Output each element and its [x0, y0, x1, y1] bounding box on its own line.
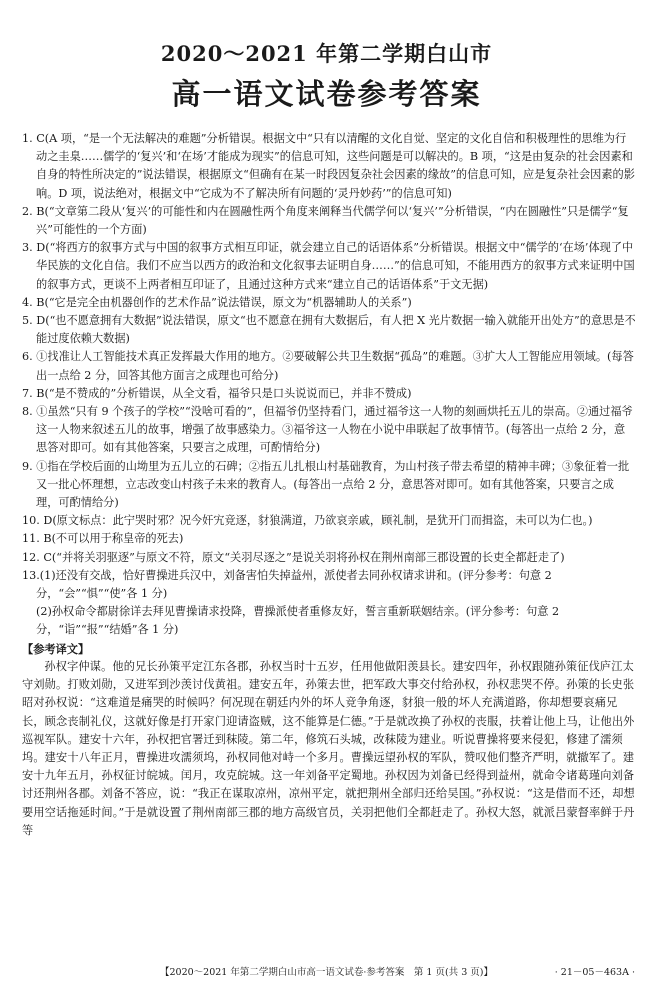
answer-body: [22, 130, 636, 840]
answer-13-label: 13.: [22, 568, 40, 582]
answer-4: 4. B(“它是完全由机器创作的艺术作品”说法错误，原文为“机器辅助人的关系”): [22, 295, 412, 309]
translation-text: 孙权字仲谋。他的兄长孙策平定江东各郡，孙权当时十五岁，任用他做阳羡县长。建安四年，孙权跟随孙策征伐庐江太守刘勋。打败刘勋，又进军到沙羡讨伐黄祖。建安五年，孙策去世，把军政大事交付给孙权，孙权悲哭不停。孙策的长史张昭对孙权说：“这难道是痛哭的时候吗？何况现在朝廷内外的坏人竞争角逐，豺狼一般的坏人充满道路，你却想要哀痛兄长，顾念丧制礼仪，这就好像是打开家门迎请盗贼，这不能算是仁德。”于是就改换了孙权的丧服，扶着让他上马，让他出外巡视军队。建安十六年，孙权把官署迁到秣陵。第二年，修筑石头城，改秣陵为建业。听说曹操将要来侵犯，修建了濡须坞。建安十八年正月，曹操进攻濡须坞，孙权同他对峙一个多月。曹操远望孙权的军队，赞叹他们整齐严明，就撤军了。建安十九年五月，孙权征讨皖城。闰月，攻克皖城。这一年刘备平定蜀地。孙权因为刘备已经得到益州，就命令诸葛瑾向刘备讨还荆州各郡。刘备不答应，说：“我正在谋取凉州，凉州平定，就把荆州全部归还给吴国。”孙权说：“这是借而不还，却想要用空话拖延时间。”于是就设置了荆州南部三郡的地方高级官员，关羽把他们全都赶走了。孙权大怒，就派吕蒙督率鲜于丹等: [22, 659, 635, 837]
answer-9: 9. ①指在学校后面的山坳里为五儿立的石碑；②指五儿扎根山村基础教育，为山村孩子带去希望的精神丰碑；③象征着一批又一批心怀理想，立志改变山村孩子未来的教育人。(每答出一点给 2 分，意思答对即可。如有其他答案，只要言之成理，可酌情给分): [22, 459, 630, 510]
answer-6: 6. ①找准让人工智能技术真正发挥最大作用的地方。②要破解公共卫生数据“孤岛”的难题。③扩大人工智能应用领域。(每答出一点给 2 分，回答其他方面言之成理也可给分): [22, 350, 634, 382]
document-title-line1: 2020～2021 年第二学期白山市: [160, 41, 493, 66]
answer-12: 12. C(“并将关羽驱逐”与原文不符，原文“关羽尽逐之”是说关羽将孙权在荆州南部三郡设置的长吏全都赶走了): [22, 550, 565, 564]
answer-10: 10. D(原文标点：此宁哭时邪？况今奸宄竞逐，豺狼满道，乃欲哀亲戚，顾礼制，是犹开门而揖盗，未可以为仁也。): [22, 514, 593, 528]
answer-1: 1. C(A 项，“是一个无法解决的难题”分析错误。根据文中“只有以清醒的文化自觉、坚定的文化自信和积极理性的思维为行动之圭臬……儒学的‘复兴’和‘在场’才能成为现实”的信息可知，这些问题是可以解决的。B 项，“这是由复杂的社会因素和自身的特性所决定的”说法错误，根据原文“但确有在某一时段因复杂社会因素的缘故”的信息可知，应是复杂社会因素的影响。D 项，说法绝对，根据文中“它成为不了解决所有问题的‘灵丹妙药’”的信息可知): [22, 132, 635, 200]
footer-page-info: 【2020～2021 年第二学期白山市高一语文试卷·参考答案 第 1 页(共 3 页)】: [160, 967, 493, 978]
answer-8: 8. ①虽然“只有 9 个孩子的学校”“没啥可看的”，但福爷仍坚持看门，通过福爷这一人物的刻画烘托五儿的崇高。②通过福爷这一人物来叙述五儿的故事，增强了故事感染力。③福爷这一人物在小说中串联起了故事情节。(每答出一点给 2 分，意思答对即可。如有其他答案，只要言之成理，可酌情给分): [22, 405, 633, 455]
page-footer: [0, 964, 653, 978]
translation-heading: 【参考译文】: [22, 641, 90, 656]
answer-13-part2: (2)孙权命令都尉徐详去拜见曹操请求投降，曹操派使者重修友好，誓言重新联姻结亲。(评分参考：句意 2 分，“诣”“报”“结婚”各 1 分): [36, 605, 560, 637]
answer-5: 5. D(“也不愿意拥有大数据”说法错误，原文“也不愿意在拥有大数据后，有人把 X 光片数据一输入就能开出处方”的意思是不能过度依赖大数据): [22, 314, 636, 346]
document-title-line2: 高一语文试卷参考答案: [171, 77, 482, 111]
answer-11: 11. B(不可以用于称皇帝的死去): [22, 532, 184, 546]
answer-2: 2. B(“文章第二段从‘复兴’的可能性和内在圆融性两个角度来阐释当代儒学何以‘复兴’”分析错误，“内在圆融性”只是儒学“复兴”可能性的一个方面): [22, 204, 629, 237]
answer-7: 7. B(“是不赞成的”分析错误，从全文看，福爷只是口头说说而已，并非不赞成): [22, 386, 412, 400]
answer-3: 3. D(“将西方的叙事方式与中国的叙事方式相互印证，就会建立自己的话语体系”分析错误。根据文中“儒学的‘在场’体现了中华民族的文化自信。我们不应当以西方的政治和文化叙事去证明自身……”的信息可知，不能用西方的叙事方式来证明中国的叙事方式，更谈不上两者相互印证了，且通过这种方式来“建立自己的话语体系”于文无据): [22, 241, 635, 291]
answer-13-part1: [22, 567, 636, 603]
answer-13-part1-text: (1)还没有交战，恰好曹操进兵汉中，刘备害怕失掉益州，派使者去同孙权请求讲和。(评分参考：句意 2 分，“会”“惧”“使”各 1 分): [36, 568, 552, 601]
footer-code: · 21－05－463A ·: [554, 967, 635, 978]
